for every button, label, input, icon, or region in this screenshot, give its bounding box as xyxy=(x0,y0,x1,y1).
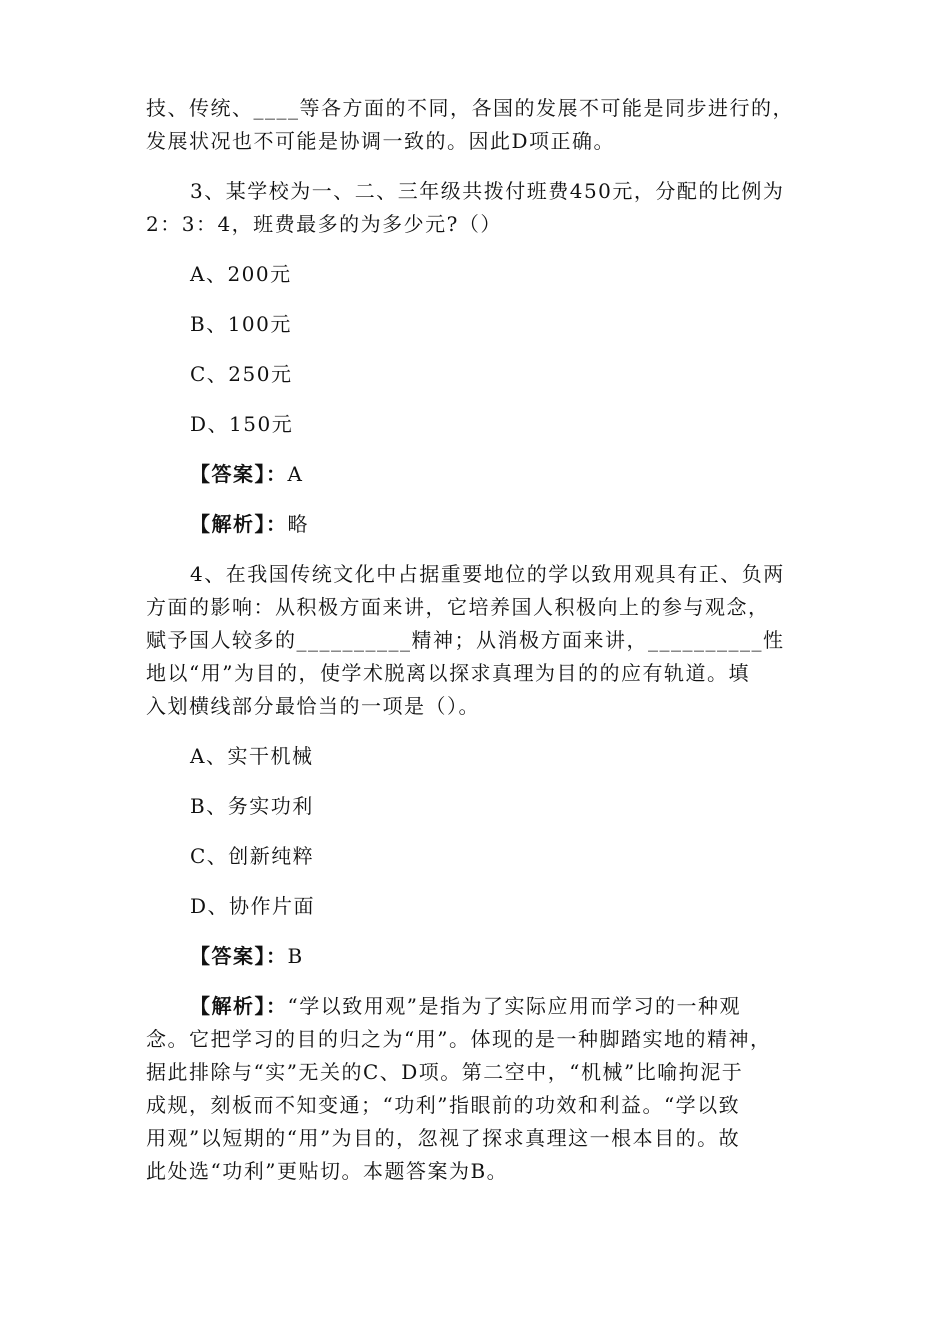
question-3-option-a: A、200元 xyxy=(190,262,292,286)
question-3-text-line-2: 2：3：4，班费最多的为多少元?（） xyxy=(146,212,502,236)
answer-value: B xyxy=(287,944,304,968)
question-4-analysis xyxy=(146,990,806,1188)
question-4-text-line-5: 入划横线部分最恰当的一项是（）。 xyxy=(146,694,480,718)
question-4 xyxy=(146,558,806,1188)
question-3-option-d: D、150元 xyxy=(190,412,294,436)
question-3-option-c: C、250元 xyxy=(190,362,293,386)
analysis-line-4: 成规，刻板而不知变通；“功利”指眼前的功效和利益。“学以致 xyxy=(146,1093,741,1117)
question-4-option-d: D、协作片面 xyxy=(190,894,316,918)
analysis-line-6: 此处选“功利”更贴切。本题答案为B。 xyxy=(146,1159,509,1183)
analysis-label: 【解析】： xyxy=(190,512,288,536)
question-4-option-c: C、创新纯粹 xyxy=(190,844,315,868)
question-4-option-b: B、务实功利 xyxy=(190,794,314,818)
question-3-option-b: B、100元 xyxy=(190,312,292,336)
answer-label: 【答案】： xyxy=(190,944,288,968)
question-4-answer xyxy=(146,940,806,973)
analysis-line-2: 念。它把学习的目的归之为“用”。体现的是一种脚踏实地的精神， xyxy=(146,1027,772,1051)
question-4-option-a: A、实干机械 xyxy=(190,744,314,768)
analysis-text-1: “学以致用观”是指为了实际应用而学习的一种观 xyxy=(287,994,741,1018)
analysis-line-3: 据此排除与“实”无关的C、D项。第二空中，“机械”比喻拘泥于 xyxy=(146,1060,744,1084)
question-3 xyxy=(146,175,806,541)
analysis-line-5: 用观”以短期的“用”为目的，忽视了探求真理这一根本目的。故 xyxy=(146,1126,741,1150)
question-3-analysis xyxy=(146,508,806,541)
question-4-text-line-2: 方面的影响：从积极方面来讲，它培养国人积极向上的参与观念， xyxy=(146,595,770,619)
question-3-text-line-1: 3、某学校为一、二、三年级共拨付班费450元，分配的比例为 xyxy=(190,179,785,203)
intro-line-2: 发展状况也不可能是协调一致的。因此D项正确。 xyxy=(146,129,616,153)
question-3-answer xyxy=(146,458,806,491)
analysis-line-1 xyxy=(146,990,806,1023)
document-page xyxy=(146,92,806,1188)
answer-label: 【答案】： xyxy=(190,462,288,486)
question-4-text-line-1: 4、在我国传统文化中占据重要地位的学以致用观具有正、负两 xyxy=(190,562,785,586)
analysis-value: 略 xyxy=(287,512,309,536)
question-4-text-line-4: 地以“用”为目的，使学术脱离以探求真理为目的的应有轨道。填 xyxy=(146,661,750,685)
question-4-text-line-3: 赋予国人较多的__________精神；从消极方面来讲，__________性 xyxy=(146,628,785,652)
answer-value: A xyxy=(287,462,304,486)
analysis-label: 【解析】： xyxy=(190,994,288,1018)
intro-line-1: 技、传统、____等各方面的不同，各国的发展不可能是同步进行的， xyxy=(146,96,794,120)
